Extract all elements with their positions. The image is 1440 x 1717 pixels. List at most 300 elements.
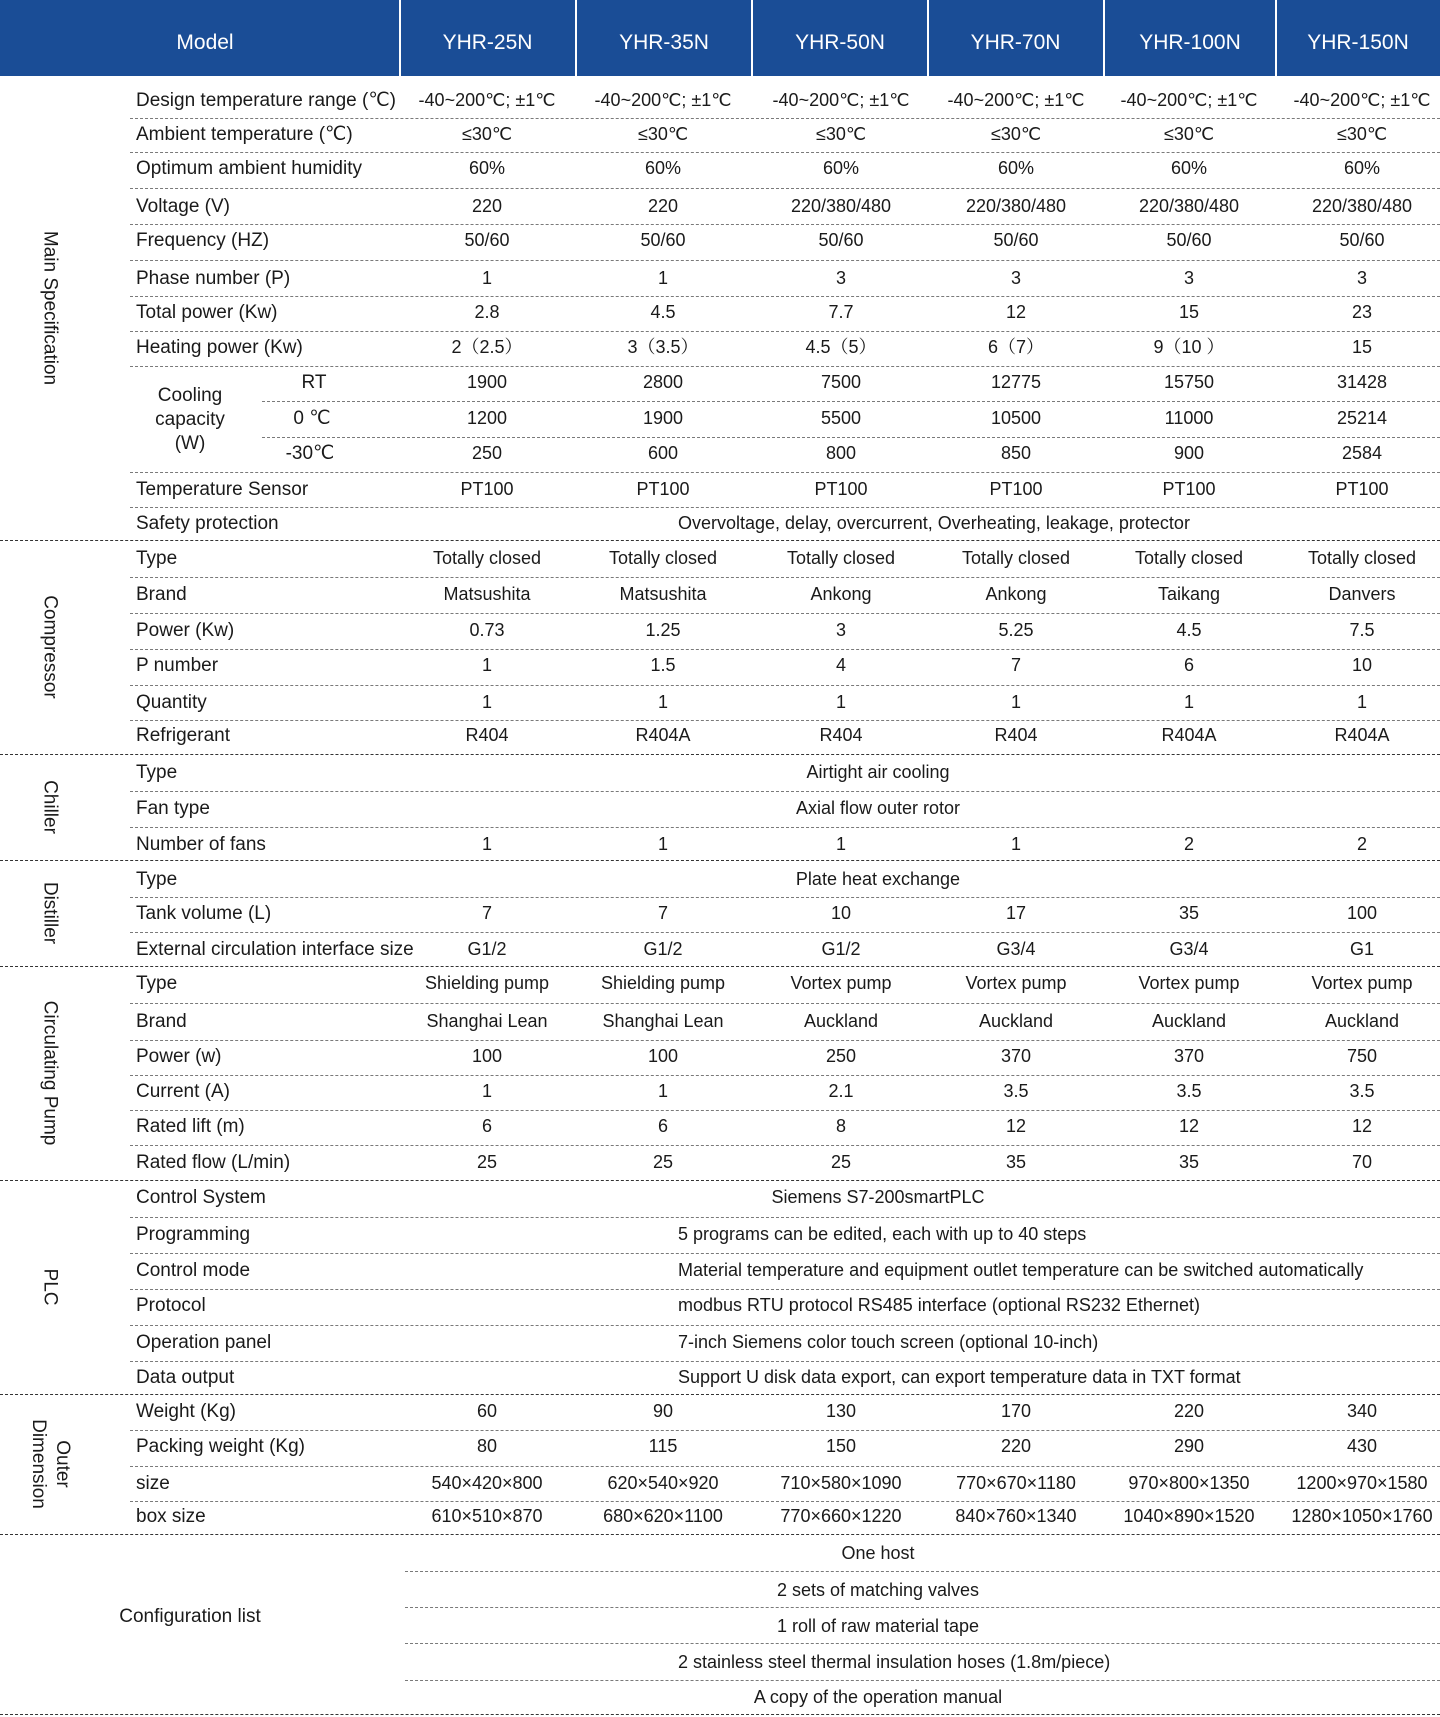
cell-p-number-yhr-50n: 4 (835, 655, 846, 675)
row-label-protocol: Protocol (136, 1295, 206, 1316)
cell-type-yhr-35n: Totally closed (608, 548, 718, 568)
cell-size-yhr-25n: 540×420×800 (431, 1473, 543, 1493)
cell-heating-power-kw-yhr-35n: 3（3.5） (627, 337, 699, 357)
cooling-subrow-label-rt: RT (301, 372, 327, 393)
row-label-external-circulation-interface-size: External circulation interface size (136, 939, 414, 960)
row-label-quantity: Quantity (136, 692, 207, 713)
model-header-yhr-35n: YHR-35N (619, 31, 709, 54)
cell-packing-weight-kg-yhr-35n: 115 (648, 1436, 678, 1456)
cell-30-yhr-25n: 250 (471, 443, 503, 463)
section-divider (0, 1394, 1440, 1395)
row-label-control-system: Control System (136, 1187, 266, 1208)
cell-external-circulation-interface-size-yhr-35n: G1/2 (643, 939, 683, 959)
cell-brand-yhr-100n: Auckland (1151, 1011, 1227, 1031)
cell-type-yhr-70n: Totally closed (961, 548, 1071, 568)
cell-power-kw-yhr-35n: 1.25 (645, 620, 681, 640)
header-bar (0, 0, 1440, 76)
row-label-optimum-ambient-humidity: Optimum ambient humidity (136, 158, 362, 179)
cell-optimum-ambient-humidity-yhr-25n: 60% (468, 158, 506, 178)
cell-current-a-yhr-25n: 1 (481, 1081, 492, 1101)
section-divider (0, 754, 1440, 755)
row-value-control-mode: Material temperature and equipment outlet temperature can be switched automatically (678, 1260, 1364, 1280)
cell-p-number-yhr-100n: 6 (1183, 655, 1194, 675)
cell-temperature-sensor-yhr-25n: PT100 (460, 479, 514, 499)
cell-0-yhr-100n: 11000 (1164, 408, 1214, 428)
row-divider (130, 331, 1440, 332)
section-title-text: Main Specification (39, 230, 61, 386)
row-divider (130, 1003, 1440, 1004)
cell-total-power-kw-yhr-100n: 15 (1178, 302, 1200, 322)
cell-heating-power-kw-yhr-50n: 4.5（5） (805, 337, 877, 357)
row-label-programming: Programming (136, 1224, 251, 1245)
cell-number-of-fans-yhr-25n: 1 (481, 834, 492, 854)
config-item-2: 2 sets of matching valves (776, 1580, 980, 1600)
row-label-type: Type (136, 869, 178, 890)
cell-type-yhr-100n: Totally closed (1134, 548, 1244, 568)
cell-30-yhr-50n: 800 (825, 443, 857, 463)
row-divider (130, 577, 1440, 578)
cell-power-w-yhr-25n: 100 (471, 1046, 503, 1066)
row-label-type: Type (136, 973, 178, 994)
cell-brand-yhr-25n: Shanghai Lean (426, 1011, 548, 1031)
row-label-current-a: Current (A) (136, 1081, 230, 1102)
cell-optimum-ambient-humidity-yhr-35n: 60% (644, 158, 682, 178)
cooling-capacity-label: (W) (174, 433, 206, 454)
section-divider (0, 966, 1440, 967)
cell-tank-volume-l-yhr-100n: 35 (1178, 903, 1200, 923)
cell-rated-flow-l-min-yhr-100n: 35 (1178, 1152, 1200, 1172)
cell-quantity-yhr-25n: 1 (481, 692, 492, 712)
cooling-capacity-label: Cooling (157, 385, 223, 406)
row-label-heating-power-kw: Heating power (Kw) (136, 337, 303, 358)
cell-heating-power-kw-yhr-25n: 2（2.5） (451, 337, 523, 357)
cell-quantity-yhr-35n: 1 (657, 692, 668, 712)
cell-box-size-yhr-50n: 770×660×1220 (780, 1506, 902, 1526)
cell-number-of-fans-yhr-35n: 1 (657, 834, 668, 854)
cell-current-a-yhr-150n: 3.5 (1349, 1081, 1375, 1101)
row-label-control-mode: Control mode (136, 1260, 251, 1281)
cell-weight-kg-yhr-100n: 220 (1173, 1401, 1205, 1421)
row-label-phase-number-p: Phase number (P) (136, 268, 291, 289)
cell-design-temperature-range-yhr-25n: -40~200℃; ±1℃ (418, 90, 556, 110)
row-label-type: Type (136, 762, 178, 783)
cell-power-kw-yhr-50n: 3 (835, 620, 846, 640)
cell-weight-kg-yhr-25n: 60 (476, 1401, 498, 1421)
cell-number-of-fans-yhr-100n: 2 (1183, 834, 1194, 854)
row-divider (130, 1430, 1440, 1431)
cell-voltage-v-yhr-50n: 220/380/480 (790, 196, 892, 216)
cell-optimum-ambient-humidity-yhr-70n: 60% (997, 158, 1035, 178)
cell-external-circulation-interface-size-yhr-25n: G1/2 (467, 939, 507, 959)
cell-brand-yhr-35n: Matsushita (619, 584, 707, 604)
cell-frequency-hz-yhr-50n: 50/60 (818, 230, 864, 250)
row-value-fan-type: Axial flow outer rotor (795, 798, 961, 818)
cell-frequency-hz-yhr-100n: 50/60 (1166, 230, 1212, 250)
row-label-ambient-temperature: Ambient temperature (℃) (136, 124, 353, 145)
config-list-label: Configuration list (119, 1606, 261, 1627)
config-bottom-divider (0, 1714, 1440, 1715)
cell-quantity-yhr-100n: 1 (1183, 692, 1194, 712)
cell-total-power-kw-yhr-35n: 4.5 (650, 302, 676, 322)
row-divider (130, 1501, 1440, 1502)
cell-rated-flow-l-min-yhr-70n: 35 (1005, 1152, 1027, 1172)
row-value-type: Airtight air cooling (806, 762, 950, 782)
cell-total-power-kw-yhr-50n: 7.7 (828, 302, 854, 322)
model-header: Model (176, 31, 234, 54)
section-title-text (26, 1409, 74, 1519)
cell-current-a-yhr-100n: 3.5 (1176, 1081, 1202, 1101)
config-item-1: One host (841, 1543, 915, 1563)
row-divider (130, 1289, 1440, 1290)
cell-power-w-yhr-70n: 370 (1000, 1046, 1032, 1066)
cooling-subrow-label-30: -30℃ (285, 443, 335, 464)
cell-power-kw-yhr-100n: 4.5 (1176, 620, 1202, 640)
section-title-text: PLC (39, 1268, 61, 1306)
row-divider (262, 401, 1440, 402)
row-divider (130, 296, 1440, 297)
cell-optimum-ambient-humidity-yhr-100n: 60% (1170, 158, 1208, 178)
row-divider (130, 791, 1440, 792)
cell-temperature-sensor-yhr-70n: PT100 (989, 479, 1043, 499)
row-divider (130, 827, 1440, 828)
cell-size-yhr-35n: 620×540×920 (607, 1473, 719, 1493)
cell-heating-power-kw-yhr-70n: 6（7） (987, 337, 1045, 357)
cell-power-w-yhr-100n: 370 (1173, 1046, 1205, 1066)
cell-brand-yhr-50n: Auckland (803, 1011, 879, 1031)
cell-rt-yhr-50n: 7500 (820, 372, 862, 392)
cell-frequency-hz-yhr-25n: 50/60 (464, 230, 510, 250)
cell-weight-kg-yhr-150n: 340 (1346, 1401, 1378, 1421)
cell-frequency-hz-yhr-150n: 50/60 (1339, 230, 1385, 250)
row-value-data-output: Support U disk data export, can export temperature data in TXT format (678, 1367, 1241, 1387)
config-item-5: A copy of the operation manual (753, 1687, 1003, 1707)
cell-size-yhr-100n: 970×800×1350 (1128, 1473, 1250, 1493)
cell-refrigerant-yhr-70n: R404 (994, 725, 1038, 745)
cell-packing-weight-kg-yhr-25n: 80 (476, 1436, 498, 1456)
row-divider (130, 720, 1440, 721)
cell-heating-power-kw-yhr-150n: 15 (1351, 337, 1373, 357)
row-divider (130, 649, 1440, 650)
cell-rated-flow-l-min-yhr-35n: 25 (652, 1152, 674, 1172)
row-divider (262, 437, 1440, 438)
config-divider (405, 1607, 1440, 1608)
cell-brand-yhr-70n: Ankong (985, 584, 1047, 604)
cell-external-circulation-interface-size-yhr-100n: G3/4 (1169, 939, 1209, 959)
row-divider (130, 1075, 1440, 1076)
cell-frequency-hz-yhr-35n: 50/60 (640, 230, 686, 250)
cell-ambient-temperature-yhr-50n: ≤30℃ (815, 124, 867, 144)
cell-power-kw-yhr-70n: 5.25 (998, 620, 1034, 640)
row-divider (130, 1110, 1440, 1111)
cell-ambient-temperature-yhr-100n: ≤30℃ (1163, 124, 1215, 144)
cell-rated-flow-l-min-yhr-25n: 25 (476, 1152, 498, 1172)
section-title-line: Outer (52, 1440, 73, 1488)
config-item-4: 2 stainless steel thermal insulation hoses (1.8m/piece) (678, 1652, 1111, 1672)
cell-tank-volume-l-yhr-70n: 17 (1005, 903, 1027, 923)
cell-rt-yhr-150n: 31428 (1336, 372, 1388, 392)
section-divider (0, 540, 1440, 541)
section-divider (0, 1180, 1440, 1181)
row-label-p-number: P number (136, 655, 219, 676)
section-title-text: Distiller (39, 881, 61, 945)
cell-power-w-yhr-35n: 100 (647, 1046, 679, 1066)
cell-packing-weight-kg-yhr-150n: 430 (1346, 1436, 1378, 1456)
cell-box-size-yhr-70n: 840×760×1340 (955, 1506, 1077, 1526)
cell-0-yhr-70n: 10500 (990, 408, 1042, 428)
cell-brand-yhr-150n: Auckland (1324, 1011, 1400, 1031)
cell-refrigerant-yhr-50n: R404 (819, 725, 863, 745)
cell-type-yhr-25n: Totally closed (432, 548, 542, 568)
cell-30-yhr-70n: 850 (1000, 443, 1032, 463)
cell-packing-weight-kg-yhr-70n: 220 (1000, 1436, 1032, 1456)
cell-design-temperature-range-yhr-70n: -40~200℃; ±1℃ (947, 90, 1085, 110)
cell-temperature-sensor-yhr-35n: PT100 (636, 479, 690, 499)
cell-size-yhr-50n: 710×580×1090 (780, 1473, 902, 1493)
cell-number-of-fans-yhr-150n: 2 (1356, 834, 1367, 854)
model-header-yhr-100n: YHR-100N (1139, 31, 1241, 54)
cell-rated-flow-l-min-yhr-150n: 70 (1351, 1152, 1373, 1172)
cell-0-yhr-25n: 1200 (466, 408, 508, 428)
cell-weight-kg-yhr-35n: 90 (652, 1401, 674, 1421)
cell-tank-volume-l-yhr-50n: 10 (830, 903, 852, 923)
cell-size-yhr-150n: 1200×970×1580 (1296, 1473, 1428, 1493)
row-label-box-size: box size (136, 1506, 206, 1527)
cell-rated-lift-m-yhr-70n: 12 (1005, 1116, 1027, 1136)
row-label-temperature-sensor: Temperature Sensor (136, 479, 309, 500)
row-divider (130, 224, 1440, 225)
cell-ambient-temperature-yhr-35n: ≤30℃ (637, 124, 689, 144)
row-label-packing-weight-kg: Packing weight (Kg) (136, 1436, 305, 1457)
cell-refrigerant-yhr-100n: R404A (1161, 725, 1217, 745)
row-label-data-output: Data output (136, 1367, 235, 1388)
cell-rt-yhr-35n: 2800 (642, 372, 684, 392)
cell-brand-yhr-150n: Danvers (1328, 584, 1396, 604)
row-label-voltage-v: Voltage (V) (136, 196, 230, 217)
row-label-rated-flow-l-min: Rated flow (L/min) (136, 1152, 291, 1173)
cell-temperature-sensor-yhr-150n: PT100 (1335, 479, 1389, 499)
row-label-power-w: Power (w) (136, 1046, 222, 1067)
cell-design-temperature-range-yhr-150n: -40~200℃; ±1℃ (1293, 90, 1431, 110)
row-divider (130, 188, 1440, 189)
model-header-yhr-150n: YHR-150N (1307, 31, 1409, 54)
row-label-number-of-fans: Number of fans (136, 834, 266, 855)
section-title-text: Compressor (39, 595, 61, 699)
cell-quantity-yhr-150n: 1 (1356, 692, 1367, 712)
cell-rated-lift-m-yhr-25n: 6 (481, 1116, 492, 1136)
cell-box-size-yhr-150n: 1280×1050×1760 (1291, 1506, 1433, 1526)
cell-type-yhr-50n: Totally closed (786, 548, 896, 568)
row-divider (130, 1466, 1440, 1467)
cell-brand-yhr-50n: Ankong (810, 584, 872, 604)
cell-voltage-v-yhr-150n: 220/380/480 (1311, 196, 1413, 216)
section-divider (0, 860, 1440, 861)
cell-type-yhr-150n: Totally closed (1307, 548, 1417, 568)
row-divider (130, 1145, 1440, 1146)
cell-design-temperature-range-yhr-35n: -40~200℃; ±1℃ (594, 90, 732, 110)
cell-brand-yhr-35n: Shanghai Lean (602, 1011, 724, 1031)
row-divider (130, 1361, 1440, 1362)
cell-phase-number-p-yhr-35n: 1 (657, 268, 668, 288)
cell-p-number-yhr-150n: 10 (1351, 655, 1373, 675)
row-value-operation-panel: 7-inch Siemens color touch screen (optional 10-inch) (678, 1332, 1099, 1352)
row-label-size: size (136, 1473, 170, 1494)
row-label-brand: Brand (136, 584, 187, 605)
cell-phase-number-p-yhr-25n: 1 (481, 268, 492, 288)
cell-type-yhr-35n: Shielding pump (600, 973, 726, 993)
section-divider (0, 1534, 1440, 1535)
cell-refrigerant-yhr-35n: R404A (635, 725, 691, 745)
row-divider (130, 685, 1440, 686)
cell-design-temperature-range-yhr-50n: -40~200℃; ±1℃ (772, 90, 910, 110)
cell-p-number-yhr-70n: 7 (1010, 655, 1021, 675)
row-label-refrigerant: Refrigerant (136, 725, 230, 746)
cell-weight-kg-yhr-50n: 130 (825, 1401, 857, 1421)
cell-type-yhr-100n: Vortex pump (1138, 973, 1240, 993)
cell-rated-lift-m-yhr-35n: 6 (657, 1116, 668, 1136)
row-divider (130, 152, 1440, 153)
cell-external-circulation-interface-size-yhr-70n: G3/4 (996, 939, 1036, 959)
cooling-subrow-label-0: 0 ℃ (293, 408, 331, 429)
cell-type-yhr-50n: Vortex pump (790, 973, 892, 993)
cell-30-yhr-150n: 2584 (1341, 443, 1383, 463)
cell-power-w-yhr-150n: 750 (1346, 1046, 1378, 1066)
cell-frequency-hz-yhr-70n: 50/60 (993, 230, 1039, 250)
row-value-safety-protection: Overvoltage, delay, overcurrent, Overheating, leakage, protector (678, 513, 1190, 533)
cell-temperature-sensor-yhr-50n: PT100 (814, 479, 868, 499)
config-divider (405, 1643, 1440, 1644)
cooling-capacity-label: capacity (155, 409, 225, 430)
row-divider (130, 118, 1440, 119)
row-divider (130, 1253, 1440, 1254)
row-divider (130, 366, 1440, 367)
cell-packing-weight-kg-yhr-100n: 290 (1173, 1436, 1205, 1456)
row-divider (130, 260, 1440, 261)
cell-phase-number-p-yhr-70n: 3 (1010, 268, 1021, 288)
cell-total-power-kw-yhr-70n: 12 (1005, 302, 1027, 322)
cell-external-circulation-interface-size-yhr-50n: G1/2 (821, 939, 861, 959)
cell-refrigerant-yhr-150n: R404A (1334, 725, 1390, 745)
row-label-operation-panel: Operation panel (136, 1332, 272, 1353)
cell-voltage-v-yhr-25n: 220 (471, 196, 503, 216)
cell-rated-lift-m-yhr-150n: 12 (1351, 1116, 1373, 1136)
cell-quantity-yhr-70n: 1 (1010, 692, 1021, 712)
cell-design-temperature-range-yhr-100n: -40~200℃; ±1℃ (1120, 90, 1258, 110)
cell-rated-lift-m-yhr-100n: 12 (1178, 1116, 1200, 1136)
row-label-fan-type: Fan type (136, 798, 210, 819)
row-label-weight-kg: Weight (Kg) (136, 1401, 236, 1422)
cell-brand-yhr-70n: Auckland (978, 1011, 1054, 1031)
row-label-type: Type (136, 548, 178, 569)
cell-type-yhr-25n: Shielding pump (424, 973, 550, 993)
row-divider (130, 1217, 1440, 1218)
row-divider (130, 897, 1440, 898)
cell-optimum-ambient-humidity-yhr-50n: 60% (822, 158, 860, 178)
cell-brand-yhr-100n: Taikang (1157, 584, 1221, 604)
cell-type-yhr-150n: Vortex pump (1311, 973, 1413, 993)
cell-tank-volume-l-yhr-150n: 100 (1346, 903, 1378, 923)
cell-current-a-yhr-50n: 2.1 (828, 1081, 854, 1101)
cell-30-yhr-100n: 900 (1173, 443, 1205, 463)
cell-voltage-v-yhr-100n: 220/380/480 (1138, 196, 1240, 216)
config-divider (405, 1571, 1440, 1572)
cell-size-yhr-70n: 770×670×1180 (956, 1473, 1076, 1493)
row-divider (130, 472, 1440, 473)
row-divider (130, 1325, 1440, 1326)
cell-rated-flow-l-min-yhr-50n: 25 (830, 1152, 852, 1172)
cell-power-kw-yhr-150n: 7.5 (1349, 620, 1375, 640)
cell-box-size-yhr-35n: 680×620×1100 (603, 1506, 723, 1526)
row-divider (130, 932, 1440, 933)
cell-rt-yhr-70n: 12775 (990, 372, 1042, 392)
cell-ambient-temperature-yhr-70n: ≤30℃ (990, 124, 1042, 144)
cell-brand-yhr-25n: Matsushita (443, 584, 531, 604)
row-label-frequency-hz: Frequency (HZ) (136, 230, 270, 251)
cell-weight-kg-yhr-70n: 170 (1000, 1401, 1032, 1421)
cell-external-circulation-interface-size-yhr-150n: G1 (1349, 939, 1374, 959)
cell-heating-power-kw-yhr-100n: 9（10 ） (1153, 337, 1225, 357)
cell-phase-number-p-yhr-50n: 3 (835, 268, 846, 288)
row-divider (130, 1040, 1440, 1041)
cell-voltage-v-yhr-70n: 220/380/480 (965, 196, 1067, 216)
cell-phase-number-p-yhr-150n: 3 (1356, 268, 1367, 288)
cell-power-w-yhr-50n: 250 (825, 1046, 857, 1066)
config-item-3: 1 roll of raw material tape (776, 1616, 980, 1636)
cell-ambient-temperature-yhr-25n: ≤30℃ (461, 124, 513, 144)
model-header-yhr-70n: YHR-70N (970, 31, 1061, 54)
section-title-line: Dimension (28, 1419, 49, 1509)
cell-tank-volume-l-yhr-35n: 7 (657, 903, 668, 923)
cell-optimum-ambient-humidity-yhr-150n: 60% (1343, 158, 1381, 178)
model-header-yhr-50n: YHR-50N (795, 31, 885, 54)
row-divider (130, 507, 1440, 508)
cell-refrigerant-yhr-25n: R404 (465, 725, 509, 745)
cell-total-power-kw-yhr-150n: 23 (1351, 302, 1373, 322)
cell-ambient-temperature-yhr-150n: ≤30℃ (1336, 124, 1388, 144)
row-label-power-kw: Power (Kw) (136, 620, 235, 641)
cell-current-a-yhr-70n: 3.5 (1003, 1081, 1029, 1101)
cell-quantity-yhr-50n: 1 (835, 692, 846, 712)
row-value-control-system: Siemens S7-200smartPLC (771, 1187, 985, 1207)
row-label-total-power-kw: Total power (Kw) (136, 302, 278, 323)
cell-number-of-fans-yhr-70n: 1 (1010, 834, 1021, 854)
row-value-protocol: modbus RTU protocol RS485 interface (optional RS232 Ethernet) (678, 1295, 1200, 1315)
row-label-design-temperature-range: Design temperature range (℃) (136, 90, 397, 111)
row-value-programming: 5 programs can be edited, each with up to 40 steps (678, 1224, 1087, 1244)
row-label-safety-protection: Safety protection (136, 513, 279, 534)
cell-rt-yhr-100n: 15750 (1163, 372, 1215, 392)
section-title-text: Circulating Pump (39, 1000, 61, 1146)
cell-rated-lift-m-yhr-50n: 8 (835, 1116, 846, 1136)
cell-temperature-sensor-yhr-100n: PT100 (1162, 479, 1216, 499)
cell-rt-yhr-25n: 1900 (466, 372, 508, 392)
cell-packing-weight-kg-yhr-50n: 150 (825, 1436, 857, 1456)
cell-0-yhr-50n: 5500 (820, 408, 862, 428)
cell-tank-volume-l-yhr-25n: 7 (481, 903, 492, 923)
row-divider (130, 613, 1440, 614)
config-divider (405, 1680, 1440, 1681)
cell-p-number-yhr-35n: 1.5 (650, 655, 676, 675)
cell-number-of-fans-yhr-50n: 1 (835, 834, 846, 854)
cell-box-size-yhr-100n: 1040×890×1520 (1123, 1506, 1255, 1526)
cell-power-kw-yhr-25n: 0.73 (469, 620, 505, 640)
cell-current-a-yhr-35n: 1 (657, 1081, 668, 1101)
cell-30-yhr-35n: 600 (647, 443, 679, 463)
cell-type-yhr-70n: Vortex pump (965, 973, 1067, 993)
cell-total-power-kw-yhr-25n: 2.8 (474, 302, 500, 322)
row-value-type: Plate heat exchange (795, 869, 961, 889)
cell-box-size-yhr-25n: 610×510×870 (431, 1506, 543, 1526)
cell-0-yhr-35n: 1900 (642, 408, 684, 428)
